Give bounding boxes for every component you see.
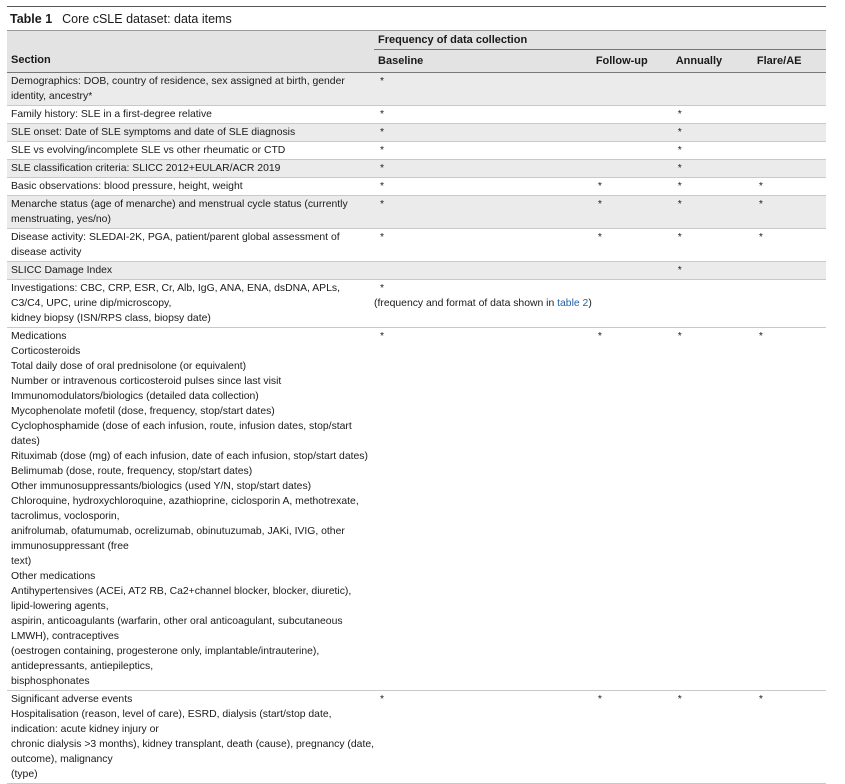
column-header-section: Section [7,50,374,73]
flare-cell [753,178,826,196]
followup-cell [592,196,672,229]
frequency-mark: * [597,199,602,210]
annually-cell [672,229,753,262]
table-row [7,106,826,124]
column-header-flare: Flare/AE [753,50,826,73]
frequency-mark: * [758,181,763,192]
section-line: Basic observations: blood pressure, height, weight [11,181,243,192]
section-line: SLE onset: Date of SLE symptoms and date of SLE diagnosis [11,127,296,138]
section-cell [7,328,374,691]
frequency-mark: * [758,199,763,210]
section-cell [7,280,374,328]
table-row [7,73,826,106]
frequency-mark: * [677,265,682,276]
section-line: anifrolumab, ofatumumab, ocrelizumab, obinutuzumab, JAKi, IVIG, other immunosuppressant (free [11,526,345,552]
note-text: (frequency and format of data shown in [374,298,558,309]
annually-cell [672,178,753,196]
header-group-row [7,31,826,50]
baseline-cell [374,124,592,142]
flare-cell [753,124,826,142]
table-row [7,124,826,142]
section-cell [7,124,374,142]
baseline-cell [374,160,592,178]
flare-cell [753,280,826,328]
table-number: Table 1 [10,11,53,26]
annually-cell [672,142,753,160]
frequency-mark: * [380,232,385,243]
frequency-note [374,296,592,311]
baseline-cell [374,106,592,124]
table-row [7,142,826,160]
followup-cell [592,160,672,178]
section-line: Other immunosuppressants/biologics (used Y/N, stop/start dates) [11,481,312,492]
column-header-baseline: Baseline [374,50,592,73]
section-line: Medications [11,331,67,342]
table-row [7,280,826,328]
section-line: Other medications [11,571,96,582]
section-line: text) [11,556,32,567]
annually-cell [672,691,753,784]
frequency-mark: * [380,331,385,342]
flare-cell [753,106,826,124]
data-table [7,31,826,784]
annually-cell [672,328,753,691]
section-cell [7,106,374,124]
followup-cell [592,691,672,784]
table-row [7,229,826,262]
column-header-followup: Follow-up [592,50,672,73]
frequency-mark: * [677,127,682,138]
table-body [7,73,826,784]
table-title-bar [7,6,826,31]
followup-cell [592,73,672,106]
annually-cell [672,124,753,142]
table-row [7,196,826,229]
section-line: kidney biopsy (ISN/RPS class, biopsy date) [11,313,211,324]
frequency-mark: * [677,199,682,210]
baseline-cell [374,178,592,196]
flare-cell [753,229,826,262]
section-cell [7,73,374,106]
table-2-link[interactable]: table 2 [557,298,589,309]
flare-cell [753,328,826,691]
section-line: Investigations: CBC, CRP, ESR, Cr, Alb, IgG, ANA, ENA, dsDNA, APLs, C3/C4, UPC, urine dip/microscopy, [11,283,340,309]
baseline-cell [374,229,592,262]
section-line: Antihypertensives (ACEi, AT2 RB, Ca2+channel blocker, blocker, diuretic), lipid-lowering agents, [11,586,352,612]
frequency-mark: * [380,76,385,87]
section-line: Rituximab (dose (mg) of each infusion, date of each infusion, stop/start dates) [11,451,368,462]
frequency-mark: * [380,145,385,156]
frequency-mark: * [758,232,763,243]
section-cell [7,262,374,280]
frequency-mark: * [380,694,385,705]
baseline-cell [374,328,592,691]
annually-cell [672,196,753,229]
flare-cell [753,73,826,106]
frequency-mark: * [677,232,682,243]
flare-cell [753,691,826,784]
annually-cell [672,160,753,178]
frequency-mark: * [758,331,763,342]
baseline-cell [374,196,592,229]
section-line: Hospitalisation (reason, level of care), ESRD, dialysis (start/stop date, indication: acute kidney injury or [11,709,332,735]
section-cell [7,229,374,262]
followup-cell [592,142,672,160]
header-row [7,50,826,73]
section-line: Disease activity: SLEDAI-2K, PGA, patient/parent global assessment of disease activity [11,232,340,258]
frequency-mark: * [597,694,602,705]
section-cell [7,196,374,229]
section-line: bisphosphonates [11,676,90,687]
section-line: SLE classification criteria: SLICC 2012+EULAR/ACR 2019 [11,163,281,174]
frequency-mark: * [677,109,682,120]
table-title: Core cSLE dataset: data items [62,11,232,26]
frequency-mark: * [380,181,385,192]
section-line: Menarche status (age of menarche) and menstrual cycle status (currently menstruating, yes/no) [11,199,348,225]
annually-cell [672,73,753,106]
frequency-mark: * [677,694,682,705]
annually-cell [672,280,753,328]
followup-cell [592,229,672,262]
flare-cell [753,196,826,229]
annually-cell [672,106,753,124]
table-row [7,178,826,196]
section-line: Significant adverse events [11,694,133,705]
frequency-mark: * [677,163,682,174]
section-line: (oestrogen containing, progesterone only, implantable/intrauterine), antidepressants, antiepileptics, [11,646,320,672]
section-line: aspirin, anticoagulants (warfarin, other oral anticoagulant, subcutaneous LMWH), contraceptives [11,616,343,642]
followup-cell [592,106,672,124]
annually-cell [672,262,753,280]
followup-cell [592,280,672,328]
section-cell [7,691,374,784]
frequency-mark: * [597,232,602,243]
section-line: Corticosteroids [11,346,81,357]
frequency-mark: * [380,199,385,210]
section-line: Family history: SLE in a first-degree relative [11,109,212,120]
group-header: Frequency of data collection [374,31,826,50]
flare-cell [753,160,826,178]
table-container [7,6,826,784]
table-row [7,160,826,178]
followup-cell [592,124,672,142]
column-header-annually: Annually [672,50,753,73]
section-line: Number or intravenous corticosteroid pulses since last visit [11,376,282,387]
section-line: Cyclophosphamide (dose of each infusion, route, infusion dates, stop/start dates) [11,421,352,447]
section-line: Immunomodulators/biologics (detailed data collection) [11,391,259,402]
baseline-cell [374,691,592,784]
baseline-cell [374,142,592,160]
note-text-end: ) [588,298,592,309]
frequency-mark: * [380,127,385,138]
frequency-mark: * [380,283,385,294]
baseline-cell [374,73,592,106]
section-line: (type) [11,769,38,780]
baseline-cell [374,280,592,328]
baseline-cell [374,262,592,280]
followup-cell [592,178,672,196]
frequency-mark: * [597,181,602,192]
table-row [7,262,826,280]
section-line: SLE vs evolving/incomplete SLE vs other rheumatic or CTD [11,145,286,156]
section-cell [7,160,374,178]
table-row [7,328,826,691]
flare-cell [753,142,826,160]
section-line: SLICC Damage Index [11,265,113,276]
section-line: Mycophenolate mofetil (dose, frequency, stop/start dates) [11,406,275,417]
frequency-mark: * [758,694,763,705]
frequency-mark: * [677,181,682,192]
frequency-mark: * [677,331,682,342]
table-row [7,691,826,784]
section-line: chronic dialysis >3 months), kidney transplant, death (cause), pregnancy (date, outcome), malignancy [11,739,374,765]
frequency-mark: * [597,331,602,342]
section-line: Total daily dose of oral prednisolone (or equivalent) [11,361,247,372]
frequency-mark: * [380,163,385,174]
section-line: Belimumab (dose, route, frequency, stop/start dates) [11,466,253,477]
section-line: Demographics: DOB, country of residence, sex assigned at birth, gender identity, ancestry* [11,76,345,102]
flare-cell [753,262,826,280]
section-cell [7,142,374,160]
frequency-mark: * [380,109,385,120]
followup-cell [592,328,672,691]
frequency-mark: * [677,145,682,156]
followup-cell [592,262,672,280]
section-cell [7,178,374,196]
section-line: Chloroquine, hydroxychloroquine, azathioprine, ciclosporin A, methotrexate, tacrolimus, voclosporin, [11,496,359,522]
